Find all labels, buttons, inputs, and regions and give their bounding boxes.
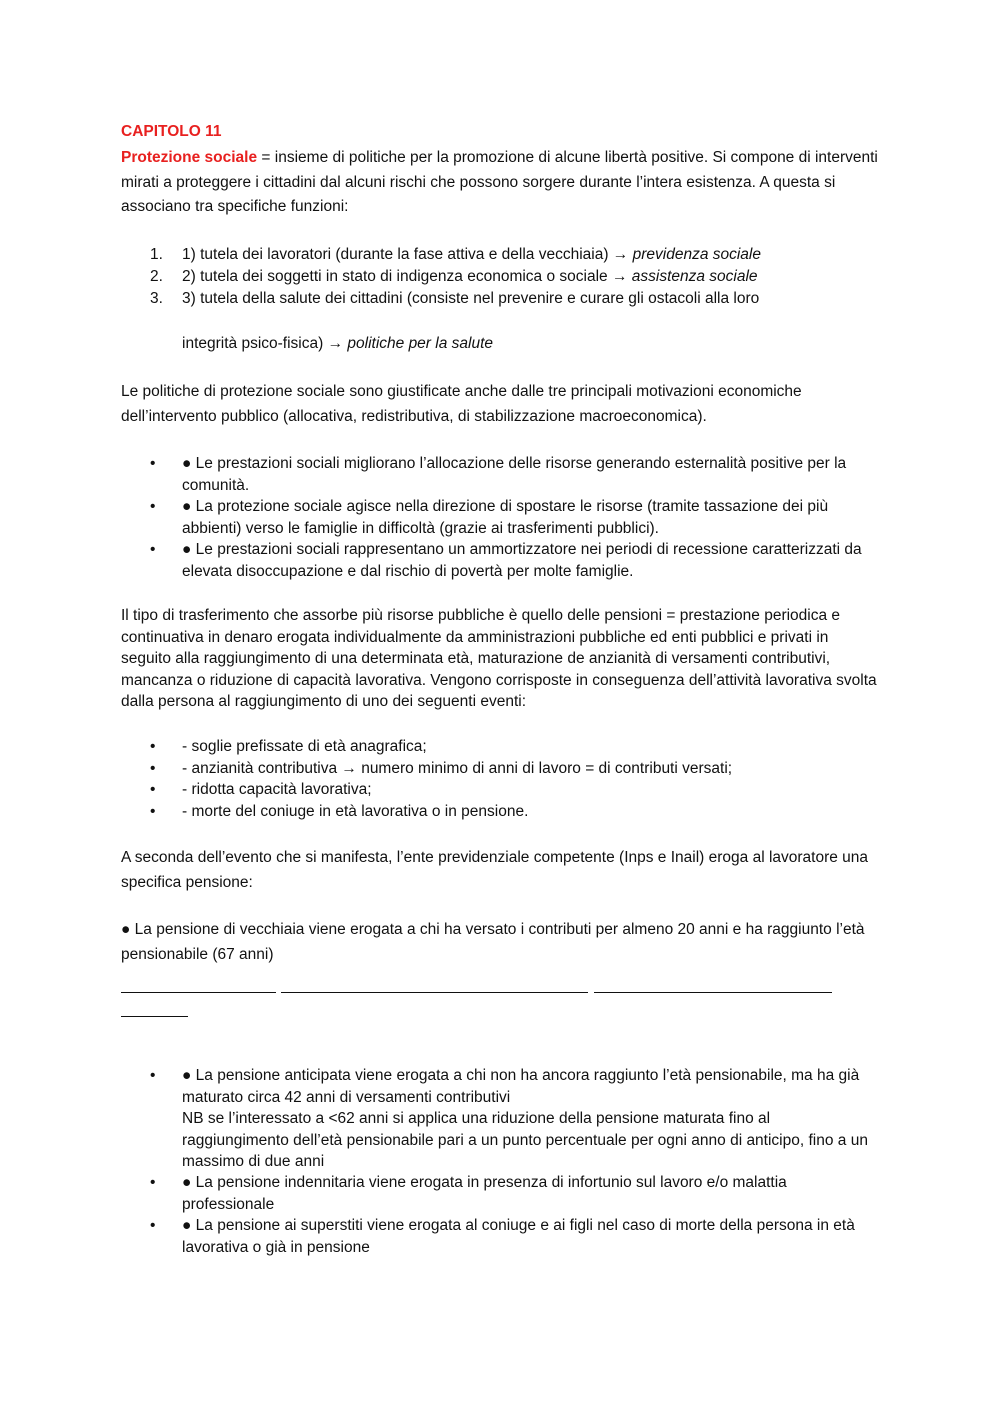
motivation-text: ● Le prestazioni sociali rappresentano un ammortizzatore nei periodi di recessione caratterizzati da elevata disoccupazione e dal rischio di povertà per molte famiglie. — [182, 541, 862, 580]
bullet: • — [150, 803, 156, 820]
bullet: • — [150, 455, 156, 472]
function-em: previdenza sociale — [632, 246, 761, 263]
motivations-paragraph: Le politiche di protezione sociale sono giustificate anche dalle tre principali motivazioni economiche dell’intervento pubblico (allocativa, redistributiva, di stabilizzazione macroeconomica). — [121, 383, 802, 425]
pensions-paragraph: Il tipo di trasferimento che assorbe più risorse pubbliche è quello delle pensioni = prestazione periodica e continuativa in denaro erogata individualmente da amministrazioni pubbliche ed enti pubblici e privati in seguito alla raggiungimento di una determinata età, maturazione de anzianità di versamenti contributivi, mancanza o riduzione di capacità lavorativa. Vengono corrisposte in conseguenza dell’attività lavorativa svolta dalla persona al raggiungimento di uno dei seguenti eventi: — [121, 607, 877, 711]
function-em: assistenza sociale — [631, 268, 758, 285]
pension-type-note: NB se l’interessato a <62 anni si applica una riduzione della pensione maturata fino al raggiungimento dell’età pensionabile pari a un punto percentuale per ogni anno di anticipo, fino a un massimo di due anni — [182, 1110, 868, 1170]
underline-rule — [121, 1016, 188, 1017]
event-text: - ridotta capacità lavorativa; — [182, 781, 372, 798]
underline-rule — [121, 992, 276, 993]
pension-type-text: ● La pensione anticipata viene erogata a chi non ha ancora raggiunto l’età pensionabile, ma ha già maturato circa 42 anni di versamenti contributivi — [182, 1067, 860, 1106]
list-number: 2. — [150, 268, 163, 285]
event-text: - soglie prefissate di età anagrafica; — [182, 738, 427, 755]
pension-type-text: ● La pensione indennitaria viene erogata in presenza di infortunio sul lavoro e/o malattia professionale — [182, 1174, 787, 1213]
list-number: 3. — [150, 290, 163, 307]
old-age-paragraph: ● La pensione di vecchiaia viene erogata a chi ha versato i contributi per almeno 20 anni e ha raggiunto l’età pensionabile (67 anni) — [121, 921, 865, 963]
event-paragraph: A seconda dell’evento che si manifesta, l’ente previdenziale competente (Inps e Inail) eroga al lavoratore una specifica pensione: — [121, 849, 869, 891]
motivation-text: ● Le prestazioni sociali migliorano l’allocazione delle risorse generando esternalità positive per la comunità. — [182, 455, 847, 494]
function-text: integrità psico-fisica) → — [182, 335, 348, 352]
bullet: • — [150, 498, 156, 515]
intro-text: = insieme di politiche per la promozione di alcune libertà positive. Si compone di interventi mirati a proteggere i cittadini dal alcuni rischi che possono sorgere durante l’intera esistenza. A questa si associano tra specifiche funzioni: — [121, 149, 878, 215]
event-text: - anzianità contributiva → numero minimo di anni di lavoro = di contributi versati; — [182, 760, 733, 777]
bullet: • — [150, 1217, 156, 1234]
function-em: politiche per la salute — [347, 335, 494, 352]
bullet: • — [150, 1174, 156, 1191]
pension-type-text: ● La pensione ai superstiti viene erogata al coniuge e ai figli nel caso di morte della persona in età lavorativa o già in pensione — [182, 1217, 855, 1256]
intro-term: Protezione sociale — [121, 149, 258, 166]
intro-paragraph — [121, 146, 881, 220]
bullet: • — [150, 1067, 156, 1084]
event-text: - morte del coniuge in età lavorativa o in pensione. — [182, 803, 529, 820]
bullet: • — [150, 541, 156, 558]
bullet: • — [150, 738, 156, 755]
underline-rule — [594, 992, 832, 993]
chapter-title: CAPITOLO 11 — [121, 123, 222, 140]
function-text: 3) tutela della salute dei cittadini (consiste nel prevenire e curare gli ostacoli alla loro — [182, 290, 760, 307]
motivation-text: ● La protezione sociale agisce nella direzione di spostare le risorse (tramite tassazione dei più abbienti) verso le famiglie in difficoltà (grazie ai trasferimenti pubblici). — [182, 498, 829, 537]
list-number: 1. — [150, 246, 163, 263]
function-text: 2) tutela dei soggetti in stato di indigenza economica o sociale → — [182, 268, 632, 285]
underline-rule — [281, 992, 588, 993]
function-text: 1) tutela dei lavoratori (durante la fase attiva e della vecchiaia) → — [182, 246, 633, 263]
bullet: • — [150, 760, 156, 777]
bullet: • — [150, 781, 156, 798]
